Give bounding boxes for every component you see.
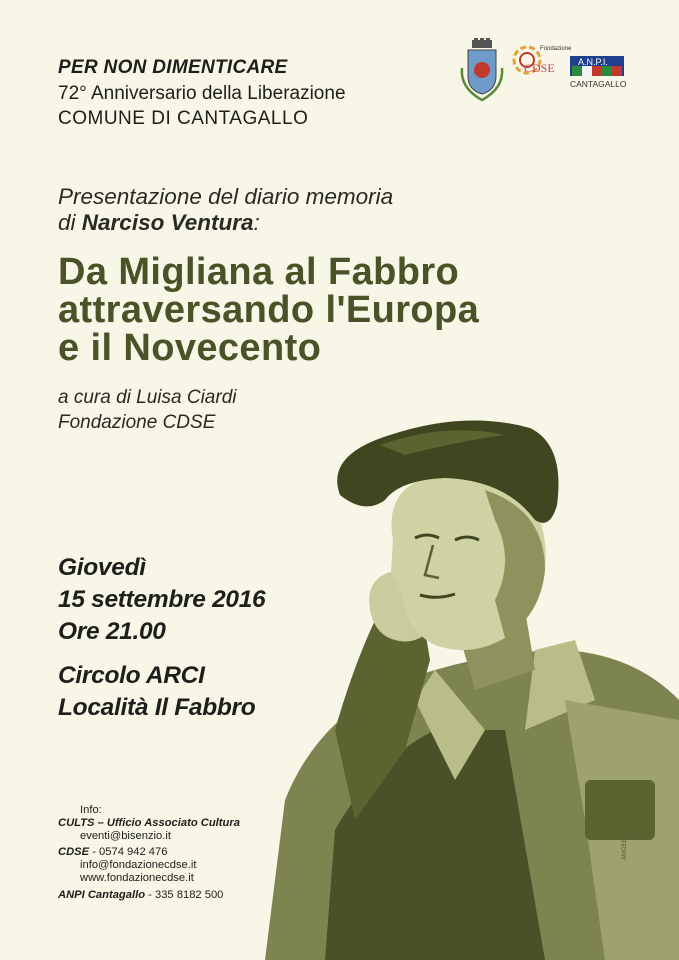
event-date: 15 settembre 2016 — [58, 586, 266, 613]
svg-text:CANTAGALLO: CANTAGALLO — [570, 79, 627, 89]
curator-line: a cura di Luisa Ciardi — [58, 387, 237, 408]
event-details — [58, 552, 265, 724]
info-anpi-name: ANPI Cantagallo — [58, 888, 146, 901]
curated-by — [58, 385, 236, 435]
presentation-by: di — [58, 210, 76, 235]
pocket-shape — [585, 780, 655, 840]
title-line-1: Da Migliana al Fabbro — [58, 251, 460, 293]
presentation-colon: : — [253, 210, 260, 235]
header-slogan: PER NON DIMENTICARE — [58, 57, 288, 78]
soldier-portrait-image — [205, 400, 679, 960]
curator-org: Fondazione CDSE — [58, 412, 216, 433]
book-title — [58, 253, 479, 367]
info-cults-name: CULTS – Ufficio Associato Cultura — [58, 816, 240, 829]
presentation-author-line — [58, 210, 393, 236]
info-block — [58, 804, 240, 902]
info-cdse-email[interactable]: info@fondazionecdse.it — [80, 859, 197, 872]
info-cdse-phone: - 0574 942 476 — [89, 846, 168, 859]
event-venue: Circolo ARCI — [58, 662, 205, 689]
title-line-3: e il Novecento — [58, 327, 322, 369]
illustrator-credit: AMOEBA — [622, 834, 628, 860]
info-anpi-phone: - 335 8182 500 — [145, 888, 224, 901]
anpi-logo — [570, 38, 627, 90]
title-line-2: attraversando l'Europa — [58, 289, 480, 331]
info-cdse-name: CDSE — [58, 846, 90, 859]
info-cdse-line — [58, 846, 240, 859]
author-name: Narciso Ventura — [81, 210, 254, 235]
event-time: Ore 21.00 — [58, 618, 166, 645]
svg-text:Fondazione: Fondazione — [540, 46, 572, 52]
svg-text:CDSE: CDSE — [524, 61, 555, 75]
presentation-intro: Presentazione del diario memoria — [58, 184, 394, 209]
header-municipality: COMUNE DI CANTAGALLO — [58, 108, 309, 129]
presentation-text — [58, 184, 393, 236]
municipal-crest-icon — [458, 38, 506, 108]
info-label: Info: — [80, 804, 102, 816]
info-anpi-line — [58, 889, 240, 902]
info-cdse-web[interactable]: www.fondazionecdse.it — [80, 871, 194, 884]
event-day: Giovedì — [58, 554, 146, 581]
event-location: Località Il Fabbro — [58, 694, 256, 721]
cdse-foundation-logo — [510, 38, 572, 88]
header-anniversary: 72° Anniversario della Liberazione — [58, 83, 346, 104]
info-cults-email[interactable]: eventi@bisenzio.it — [80, 829, 171, 842]
svg-text:A.N.P.I.: A.N.P.I. — [578, 57, 608, 67]
